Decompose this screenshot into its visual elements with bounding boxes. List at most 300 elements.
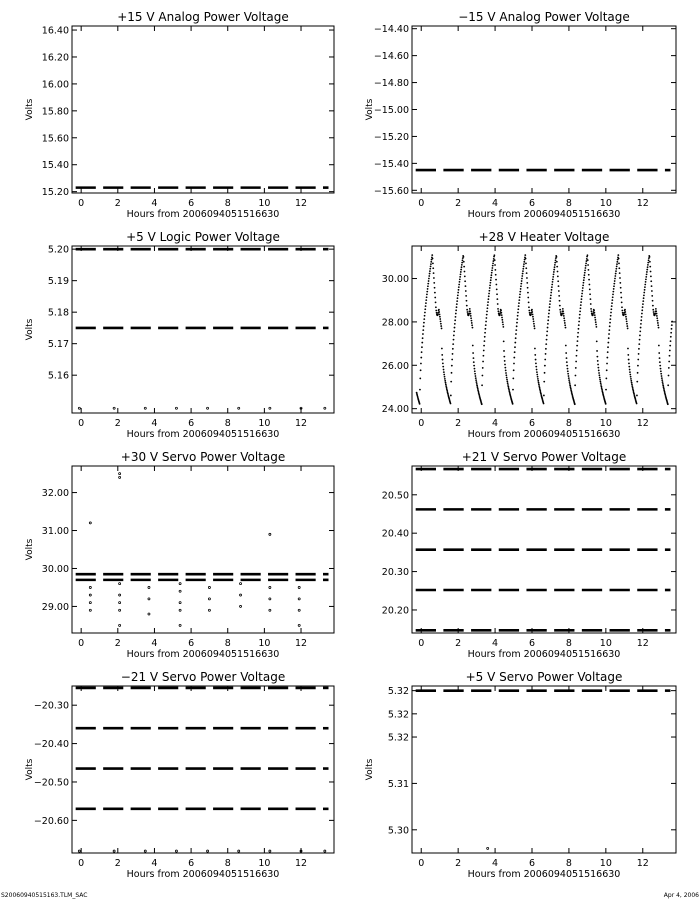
data-point bbox=[608, 337, 610, 339]
data-point bbox=[580, 301, 582, 303]
chart-title: +30 V Servo Power Voltage bbox=[120, 450, 286, 464]
data-point bbox=[491, 272, 493, 274]
data-point bbox=[612, 296, 614, 298]
data-point bbox=[420, 369, 422, 371]
data-point bbox=[438, 311, 440, 313]
y-axis-label: Volts bbox=[25, 98, 35, 121]
data-point bbox=[640, 323, 642, 325]
data-point bbox=[456, 303, 458, 305]
data-point bbox=[620, 292, 622, 294]
data-point bbox=[567, 368, 569, 370]
data-point bbox=[670, 336, 672, 338]
data-point bbox=[657, 320, 659, 322]
data-point bbox=[576, 345, 578, 347]
data-point bbox=[578, 321, 580, 323]
x-tick-label: 4 bbox=[151, 858, 158, 869]
y-tick-label: −14.60 bbox=[373, 51, 409, 63]
data-point bbox=[429, 270, 431, 272]
data-point bbox=[493, 254, 495, 256]
data-point bbox=[560, 311, 562, 313]
data-point bbox=[670, 340, 672, 342]
data-point bbox=[113, 850, 115, 852]
data-point bbox=[630, 380, 632, 382]
data-point bbox=[522, 273, 524, 275]
data-point bbox=[445, 385, 447, 387]
data-point bbox=[453, 335, 455, 337]
data-point bbox=[643, 294, 645, 296]
data-point bbox=[599, 377, 601, 379]
data-point bbox=[523, 266, 525, 268]
data-point bbox=[638, 343, 640, 345]
data-point bbox=[450, 381, 452, 383]
x-tick-label: 12 bbox=[294, 858, 308, 869]
data-point bbox=[670, 332, 672, 334]
data-point bbox=[487, 304, 489, 306]
data-point bbox=[442, 359, 444, 361]
data-point bbox=[616, 263, 618, 265]
data-point bbox=[476, 383, 478, 385]
data-point bbox=[615, 270, 617, 272]
data-point bbox=[644, 289, 646, 291]
data-point bbox=[596, 340, 598, 342]
data-point bbox=[497, 303, 499, 305]
data-point bbox=[584, 269, 586, 271]
data-point bbox=[647, 266, 649, 268]
data-point bbox=[554, 264, 556, 266]
data-point bbox=[507, 382, 509, 384]
data-point bbox=[489, 287, 491, 289]
data-point bbox=[465, 295, 467, 297]
data-point bbox=[565, 327, 567, 329]
data-point bbox=[516, 322, 518, 324]
y-tick-label: 15.20 bbox=[41, 187, 69, 199]
y-tick-label: 24.00 bbox=[381, 404, 409, 416]
data-point bbox=[452, 343, 454, 345]
data-point bbox=[601, 387, 603, 389]
data-point bbox=[78, 850, 80, 852]
x-tick-label: 10 bbox=[599, 198, 612, 209]
data-point bbox=[471, 320, 473, 322]
data-point bbox=[607, 346, 609, 348]
data-point bbox=[179, 590, 181, 592]
x-tick-label: 4 bbox=[492, 858, 499, 869]
data-point bbox=[638, 348, 640, 350]
x-tick-label: 2 bbox=[114, 198, 121, 209]
data-point bbox=[476, 381, 478, 383]
x-tick-label: 10 bbox=[258, 418, 271, 429]
y-tick-label: −20.50 bbox=[33, 777, 69, 789]
data-point bbox=[628, 359, 630, 361]
data-point bbox=[486, 307, 488, 309]
data-point bbox=[425, 299, 427, 301]
data-point bbox=[609, 322, 611, 324]
data-point bbox=[551, 289, 553, 291]
data-point bbox=[441, 328, 443, 330]
data-point bbox=[575, 375, 577, 377]
data-point bbox=[567, 370, 569, 372]
data-point bbox=[534, 354, 536, 356]
data-point bbox=[661, 377, 663, 379]
data-point bbox=[659, 361, 661, 363]
data-point bbox=[671, 328, 673, 330]
data-point bbox=[544, 359, 546, 361]
x-tick-label: 2 bbox=[455, 638, 462, 649]
data-point bbox=[548, 309, 550, 311]
y-axis-label: Volts bbox=[365, 98, 375, 121]
data-point bbox=[595, 326, 597, 328]
y-tick-label: 5.30 bbox=[387, 825, 409, 837]
data-point bbox=[551, 284, 553, 286]
data-point bbox=[595, 321, 597, 323]
data-point bbox=[419, 403, 421, 405]
data-point bbox=[622, 312, 624, 314]
data-point bbox=[613, 288, 615, 290]
data-point bbox=[566, 365, 568, 367]
data-point bbox=[618, 262, 620, 264]
data-point bbox=[487, 847, 489, 849]
data-point bbox=[238, 850, 240, 852]
data-point bbox=[517, 312, 519, 314]
x-tick-label: 6 bbox=[188, 198, 195, 209]
data-point bbox=[650, 280, 652, 282]
data-point bbox=[527, 292, 529, 294]
data-point bbox=[484, 336, 486, 338]
data-point bbox=[426, 296, 428, 298]
data-point bbox=[531, 311, 533, 313]
data-point bbox=[521, 275, 523, 277]
data-point bbox=[631, 382, 633, 384]
data-point bbox=[598, 374, 600, 376]
data-point bbox=[119, 594, 121, 596]
data-point bbox=[433, 272, 435, 274]
data-point bbox=[461, 266, 463, 268]
data-point bbox=[606, 363, 608, 365]
x-tick-label: 8 bbox=[565, 198, 572, 209]
data-point bbox=[533, 323, 535, 325]
data-point bbox=[605, 378, 607, 380]
data-point bbox=[144, 407, 146, 409]
data-point bbox=[469, 308, 471, 310]
plot-frame bbox=[412, 246, 676, 413]
x-tick-label: 6 bbox=[528, 638, 536, 649]
chart-title: +5 V Servo Power Voltage bbox=[465, 670, 623, 684]
data-point bbox=[238, 407, 240, 409]
data-point bbox=[459, 278, 461, 280]
data-point bbox=[464, 271, 466, 273]
x-tick-label: 2 bbox=[114, 638, 121, 649]
data-point bbox=[522, 270, 524, 272]
data-point bbox=[583, 277, 585, 279]
data-point bbox=[421, 342, 423, 344]
data-point bbox=[461, 262, 463, 264]
data-point bbox=[469, 310, 471, 312]
data-point bbox=[525, 258, 527, 260]
data-point bbox=[616, 266, 618, 268]
data-point bbox=[668, 367, 670, 369]
data-point bbox=[655, 308, 657, 310]
x-axis-label: Hours from 2006094051516630 bbox=[126, 649, 280, 660]
plot-area bbox=[76, 249, 329, 409]
data-point bbox=[587, 254, 589, 256]
data-point bbox=[621, 306, 623, 308]
data-point bbox=[512, 389, 514, 391]
data-point bbox=[423, 318, 425, 320]
data-point bbox=[624, 309, 626, 311]
data-point bbox=[579, 317, 581, 319]
data-point bbox=[456, 300, 458, 302]
data-point bbox=[500, 312, 502, 314]
data-point bbox=[577, 340, 579, 342]
data-point bbox=[590, 303, 592, 305]
data-point bbox=[495, 284, 497, 286]
data-point bbox=[553, 271, 555, 273]
data-point bbox=[559, 305, 561, 307]
data-point bbox=[651, 290, 653, 292]
data-point bbox=[502, 321, 504, 323]
x-tick-label: 12 bbox=[636, 638, 649, 649]
x-tick-label: 8 bbox=[224, 198, 231, 209]
data-point bbox=[538, 384, 540, 386]
chart-panel-8 bbox=[365, 670, 676, 880]
data-point bbox=[538, 382, 540, 384]
data-point bbox=[646, 273, 648, 275]
data-point bbox=[455, 316, 457, 318]
data-point bbox=[650, 271, 652, 273]
data-point bbox=[613, 285, 615, 287]
data-point bbox=[623, 313, 625, 315]
data-point bbox=[549, 306, 551, 308]
data-point bbox=[485, 321, 487, 323]
data-point bbox=[649, 256, 651, 258]
y-tick-label: 29.00 bbox=[41, 601, 69, 613]
data-point bbox=[562, 308, 564, 310]
data-point bbox=[516, 325, 518, 327]
x-tick-label: 8 bbox=[565, 638, 572, 649]
data-point bbox=[615, 268, 617, 270]
data-point bbox=[628, 362, 630, 364]
data-point bbox=[518, 305, 520, 307]
data-point bbox=[504, 360, 506, 362]
data-point bbox=[568, 375, 570, 377]
x-axis-label: Hours from 2006094051516630 bbox=[126, 209, 280, 220]
data-point bbox=[579, 310, 581, 312]
data-point bbox=[454, 323, 456, 325]
chart-title: +28 V Heater Voltage bbox=[478, 230, 610, 244]
data-point bbox=[554, 262, 556, 264]
data-point bbox=[569, 383, 571, 385]
data-point bbox=[644, 284, 646, 286]
data-point bbox=[515, 337, 517, 339]
data-point bbox=[446, 387, 448, 389]
plot-area bbox=[76, 688, 329, 852]
data-point bbox=[527, 297, 529, 299]
data-point bbox=[421, 346, 423, 348]
data-point bbox=[620, 287, 622, 289]
x-tick-label: 0 bbox=[418, 858, 425, 869]
data-point bbox=[611, 299, 613, 301]
data-point bbox=[422, 329, 424, 331]
data-point bbox=[492, 265, 494, 267]
data-point bbox=[269, 407, 271, 409]
data-point bbox=[564, 322, 566, 324]
data-point bbox=[471, 324, 473, 326]
x-tick-label: 12 bbox=[636, 858, 649, 869]
data-point bbox=[646, 271, 648, 273]
data-point bbox=[658, 352, 660, 354]
data-point bbox=[528, 310, 530, 312]
x-tick-label: 8 bbox=[224, 418, 231, 429]
data-point bbox=[179, 624, 181, 626]
x-tick-label: 10 bbox=[258, 198, 271, 209]
y-tick-label: 30.00 bbox=[41, 563, 69, 575]
chart-panel-4 bbox=[382, 230, 676, 440]
x-tick-label: 0 bbox=[418, 198, 425, 209]
data-point bbox=[454, 319, 456, 321]
chart-title: +15 V Analog Power Voltage bbox=[117, 10, 289, 24]
data-point bbox=[488, 290, 490, 292]
data-point bbox=[625, 313, 627, 315]
data-point bbox=[652, 305, 654, 307]
data-point bbox=[662, 381, 664, 383]
y-tick-label: 5.31 bbox=[387, 778, 409, 790]
x-axis-label: Hours from 2006094051516630 bbox=[467, 649, 621, 660]
data-point bbox=[553, 273, 555, 275]
data-point bbox=[642, 306, 644, 308]
data-point bbox=[629, 374, 631, 376]
data-point bbox=[627, 328, 629, 330]
data-point bbox=[467, 311, 469, 313]
data-point bbox=[525, 267, 527, 269]
x-tick-label: 2 bbox=[114, 858, 121, 869]
data-point bbox=[617, 254, 619, 256]
x-tick-label: 4 bbox=[151, 418, 158, 429]
data-point bbox=[558, 295, 560, 297]
data-point bbox=[636, 381, 638, 383]
data-point bbox=[552, 276, 554, 278]
y-tick-label: 20.40 bbox=[381, 528, 409, 540]
data-point bbox=[466, 300, 468, 302]
data-point bbox=[113, 407, 115, 409]
data-point bbox=[618, 267, 620, 269]
data-point bbox=[669, 345, 671, 347]
data-point bbox=[179, 602, 181, 604]
data-point bbox=[582, 284, 584, 286]
data-point bbox=[503, 356, 505, 358]
data-point bbox=[240, 605, 242, 607]
y-tick-label: 20.30 bbox=[381, 567, 409, 579]
data-point bbox=[497, 310, 499, 312]
data-point bbox=[667, 384, 669, 386]
data-point bbox=[549, 303, 551, 305]
data-point bbox=[615, 273, 617, 275]
data-point bbox=[521, 280, 523, 282]
data-point bbox=[496, 293, 498, 295]
data-point bbox=[513, 363, 515, 365]
data-point bbox=[427, 285, 429, 287]
data-point bbox=[523, 261, 525, 263]
footer-date-label: Apr 4, 2006 bbox=[663, 892, 699, 899]
data-point bbox=[429, 268, 431, 270]
data-point bbox=[630, 376, 632, 378]
data-point bbox=[419, 378, 421, 380]
x-axis-label: Hours from 2006094051516630 bbox=[467, 209, 621, 220]
data-point bbox=[574, 384, 576, 386]
data-point bbox=[483, 350, 485, 352]
data-point bbox=[269, 533, 271, 535]
data-point bbox=[507, 384, 509, 386]
data-point bbox=[529, 312, 531, 314]
data-point bbox=[207, 850, 209, 852]
data-point bbox=[543, 395, 545, 397]
data-point bbox=[532, 316, 534, 318]
plot-frame bbox=[72, 466, 334, 633]
y-tick-label: 16.40 bbox=[41, 25, 69, 37]
data-point bbox=[564, 324, 566, 326]
data-point bbox=[531, 309, 533, 311]
data-point bbox=[643, 297, 645, 299]
data-point bbox=[598, 372, 600, 374]
data-point bbox=[459, 281, 461, 283]
data-point bbox=[463, 256, 465, 258]
data-point bbox=[556, 256, 558, 258]
data-point bbox=[647, 264, 649, 266]
data-point bbox=[421, 351, 423, 353]
data-point bbox=[658, 327, 660, 329]
data-point bbox=[662, 385, 664, 387]
data-point bbox=[148, 586, 150, 588]
data-point bbox=[444, 376, 446, 378]
data-point bbox=[438, 309, 440, 311]
data-point bbox=[505, 372, 507, 374]
data-point bbox=[423, 325, 425, 327]
data-point bbox=[443, 371, 445, 373]
data-point bbox=[594, 319, 596, 321]
data-point bbox=[474, 370, 476, 372]
data-point bbox=[646, 269, 648, 271]
data-point bbox=[502, 324, 504, 326]
data-point bbox=[611, 305, 613, 307]
x-tick-label: 12 bbox=[294, 638, 308, 649]
data-point bbox=[420, 357, 422, 359]
data-point bbox=[443, 374, 445, 376]
data-point bbox=[579, 314, 581, 316]
data-point bbox=[461, 264, 463, 266]
data-point bbox=[546, 331, 548, 333]
x-tick-label: 10 bbox=[599, 418, 612, 429]
plot-area bbox=[416, 469, 671, 630]
data-point bbox=[632, 387, 634, 389]
data-point bbox=[519, 294, 521, 296]
data-point bbox=[482, 367, 484, 369]
data-point bbox=[659, 357, 661, 359]
data-point bbox=[629, 371, 631, 373]
data-point bbox=[641, 309, 643, 311]
data-point bbox=[533, 320, 535, 322]
y-tick-label: −15.20 bbox=[373, 131, 409, 143]
data-point bbox=[631, 384, 633, 386]
x-tick-label: 8 bbox=[224, 858, 231, 869]
plot-frame bbox=[412, 26, 676, 193]
data-point bbox=[486, 310, 488, 312]
data-point bbox=[455, 313, 457, 315]
x-tick-label: 6 bbox=[528, 858, 536, 869]
data-point bbox=[565, 345, 567, 347]
y-tick-label: −15.40 bbox=[373, 158, 409, 170]
data-point bbox=[575, 367, 577, 369]
data-point bbox=[443, 369, 445, 371]
data-point bbox=[496, 288, 498, 290]
data-point bbox=[472, 352, 474, 354]
